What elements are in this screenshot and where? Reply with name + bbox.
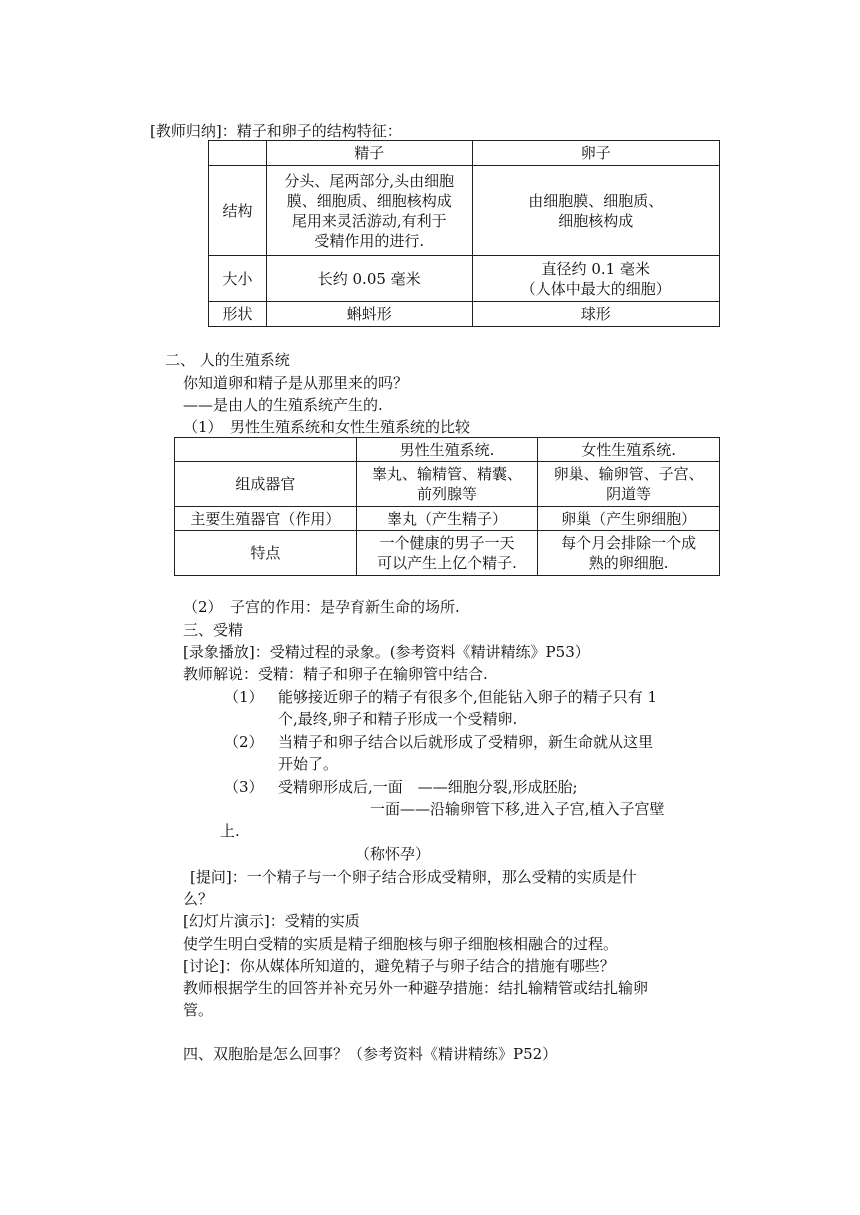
row-label-shape: 形状 — [209, 302, 267, 327]
item-3-line2: 一面——沿输卵管下移,进入子宫,植入子宫壁 — [370, 800, 665, 818]
teacher-supplement-line1: 教师根据学生的回答并补充另外一种避孕措施：结扎输精管或结扎输卵 — [183, 979, 649, 997]
male-organs-cell: 睾丸、输精管、精囊、 前列腺等 — [356, 462, 538, 507]
egg-shape-cell: 球形 — [472, 302, 720, 327]
sperm-egg-table — [208, 140, 720, 327]
egg-size-cell: 直径约 0.1 毫米 （人体中最大的细胞） — [472, 256, 720, 302]
section-4-heading: 四、双胞胎是怎么回事？（参考资料《精讲精练》P52） — [183, 1045, 558, 1063]
video-note: [录象播放]：受精过程的录象。(参考资料《精讲精练》P53） — [183, 643, 590, 661]
sperm-structure-cell: 分头、尾两部分,头由细胞 膜、细胞质、细胞核构成 尾用来灵活游动,有利于 受精作用的进行. — [266, 166, 472, 256]
section-2-question: 你知道卵和精子是从那里来的吗？ — [183, 374, 409, 392]
teacher-explanation: 教师解说：受精：精子和卵子在输卵管中结合. — [183, 665, 488, 683]
table-header-empty — [209, 141, 267, 166]
discussion: [讨论]：你从媒体所知道的，避免精子与卵子结合的措施有哪些？ — [183, 957, 615, 975]
table2-header-female: 女性生殖系统. — [538, 438, 720, 462]
section-3-heading: 三、受精 — [183, 621, 244, 639]
female-features-cell: 每个月会排除一个成 熟的卵细胞. — [538, 531, 720, 576]
male-features-cell: 一个健康的男子一天 可以产生上亿个精子. — [356, 531, 538, 576]
row-label-organs: 组成器官 — [175, 462, 357, 507]
row-label-structure: 结构 — [209, 166, 267, 256]
table-header-sperm: 精子 — [266, 141, 472, 166]
table2-header-empty — [175, 438, 357, 462]
item-3-line1: 受精卵形成后,一面 ——细胞分裂,形成胚胎; — [278, 778, 578, 796]
female-main-organ-cell: 卵巢（产生卵细胞） — [538, 507, 720, 531]
section-2-heading: 二、 人的生殖系统 — [165, 351, 290, 369]
item-1-line1: 能够接近卵子的精子有很多个,但能钻入卵子的精子只有 1 — [278, 688, 658, 706]
egg-structure-cell: 由细胞膜、细胞质、 细胞核构成 — [472, 166, 720, 256]
item-3-wrap: 上. — [220, 822, 240, 840]
row-label-features: 特点 — [175, 531, 357, 576]
table2-header-male: 男性生殖系统. — [356, 438, 538, 462]
male-main-organ-cell: 睾丸（产生精子） — [356, 507, 538, 531]
item-2-line2: 开始了。 — [278, 755, 339, 773]
sperm-size-cell: 长约 0.05 毫米 — [266, 256, 472, 302]
comparison-subheading: （1） 男性生殖系统和女性生殖系统的比较 — [183, 418, 471, 436]
uterus-function: （2） 子宫的作用：是孕育新生命的场所. — [183, 598, 460, 616]
slide-heading: [幻灯片演示]：受精的实质 — [183, 912, 360, 930]
item-1-number: （1） — [224, 688, 264, 706]
row-label-main-organ: 主要生殖器官（作用） — [175, 507, 357, 531]
teacher-supplement-line2: 管。 — [183, 1001, 214, 1019]
pregnancy-note: （称怀孕） — [355, 845, 431, 863]
section-2-answer: ——是由人的生殖系统产生的. — [183, 396, 383, 414]
table-header-egg: 卵子 — [472, 141, 720, 166]
sperm-shape-cell: 蝌蚪形 — [266, 302, 472, 327]
question-line2: 么？ — [183, 890, 214, 908]
item-1-line2: 个,最终,卵子和精子形成一个受精卵. — [278, 710, 518, 728]
item-3-number: （3） — [224, 778, 264, 796]
female-organs-cell: 卵巢、输卵管、子宫、 阴道等 — [538, 462, 720, 507]
teacher-summary-heading: [教师归纳]：精子和卵子的结构特征： — [150, 122, 402, 140]
row-label-size: 大小 — [209, 256, 267, 302]
slide-text: 使学生明白受精的实质是精子细胞核与卵子细胞核相融合的过程。 — [183, 935, 619, 953]
item-2-number: （2） — [224, 733, 264, 751]
reproductive-system-table — [174, 437, 720, 576]
question-line1: [提问]：一个精子与一个卵子结合形成受精卵，那么受精的实质是什 — [190, 868, 637, 886]
item-2-line1: 当精子和卵子结合以后就形成了受精卵，新生命就从这里 — [278, 733, 654, 751]
